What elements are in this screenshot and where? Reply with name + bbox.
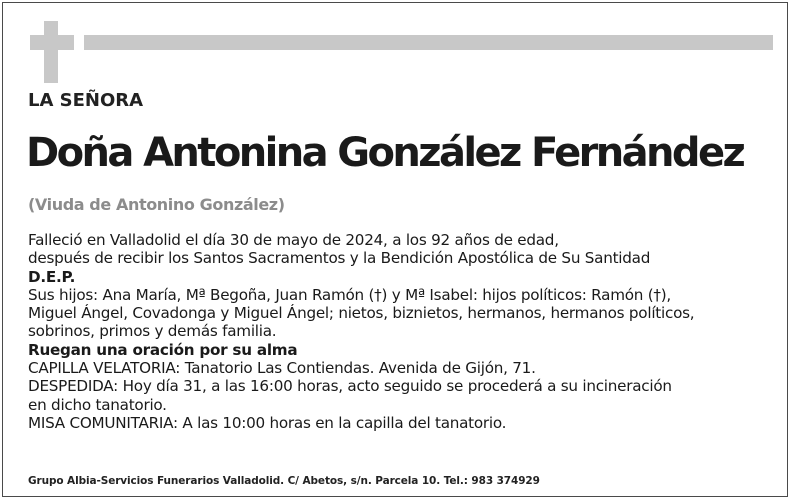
family-line-1: Sus hijos: Ana María, Mª Begoña, Juan Ramón (†) y Mª Isabel: hijos políticos: Ramón (†), — [28, 285, 672, 304]
farewell-line-2: en dicho tanatorio. — [28, 395, 167, 414]
chapel-info: CAPILLA VELATORIA: Tanatorio Las Contiendas. Avenida de Gijón, 71. — [28, 359, 536, 378]
funeral-home-footer: Grupo Albia-Servicios Funerarios Valladolid. C/ Abetos, s/n. Parcela 10. Tel.: 983 374929 — [28, 475, 540, 487]
dep-label: D.E.P. — [28, 267, 76, 286]
header-divider — [84, 35, 773, 50]
family-line-3: sobrinos, primos y demás familia. — [28, 322, 277, 341]
title-label: LA SEÑORA — [28, 90, 144, 111]
cross-icon-arm — [30, 35, 74, 50]
prayer-request: Ruegan una oración por su alma — [28, 340, 298, 359]
family-line-2: Miguel Ángel, Covadonga y Miguel Ángel; nietos, biznietos, hermanos, hermanos políticos, — [28, 304, 695, 323]
death-line-1: Falleció en Valladolid el día 30 de mayo de 2024, a los 92 años de edad, — [28, 231, 559, 249]
deceased-name: Doña Antonina González Fernández — [26, 130, 744, 176]
widow-note: (Viuda de Antonino González) — [28, 195, 285, 214]
obituary-body — [28, 231, 773, 432]
death-line-2: después de recibir los Santos Sacramentos y la Bendición Apostólica de Su Santidad — [28, 249, 651, 268]
farewell-line-1: DESPEDIDA: Hoy día 31, a las 16:00 horas, acto seguido se procederá a su incineración — [28, 377, 672, 396]
cross-icon — [44, 21, 58, 83]
mass-info: MISA COMUNITARIA: A las 10:00 horas en la capilla del tanatorio. — [28, 413, 507, 432]
